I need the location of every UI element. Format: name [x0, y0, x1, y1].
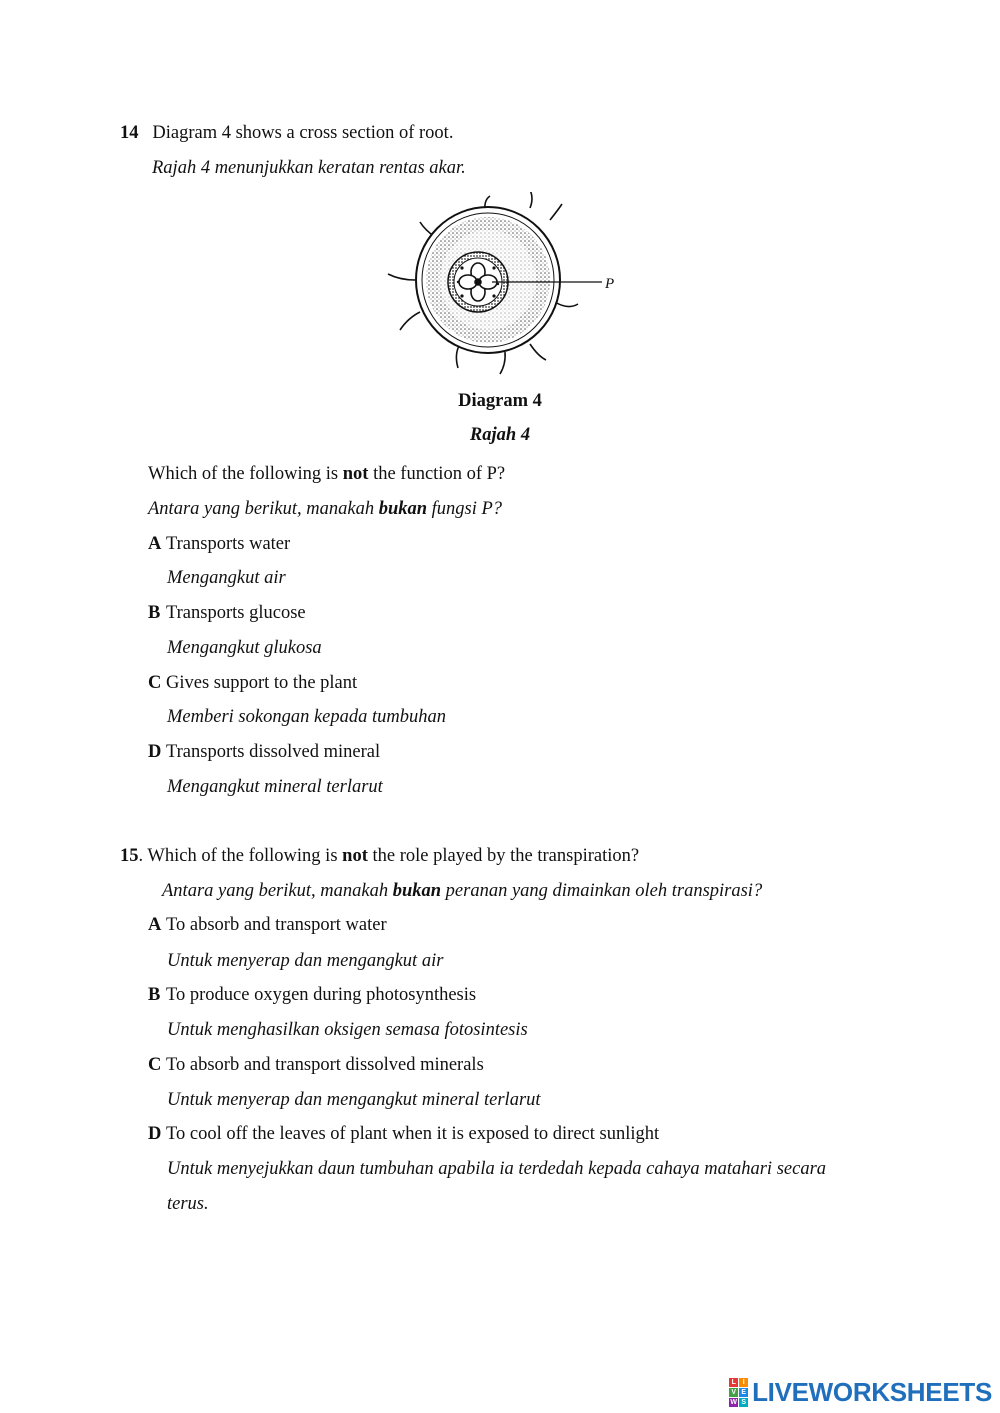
diagram-caption-en: Diagram 4	[458, 391, 542, 411]
q15-option-d-ms: Untuk menyejukkan daun tumbuhan apabila ia terdedah kepada cahaya matahari secara	[167, 1159, 827, 1179]
option-letter: D	[148, 1124, 162, 1144]
q15-option-c[interactable]: C To absorb and transport dissolved minerals	[148, 1055, 484, 1075]
q14-question-ms: Antara yang berikut, manakah bukan fungsi P?	[148, 499, 503, 519]
q15-option-d[interactable]: D To cool off the leaves of plant when it is exposed to direct sunlight	[148, 1124, 660, 1144]
diagram-caption-ms: Rajah 4	[469, 425, 531, 445]
q15-option-a-ms: Untuk menyerap dan mengangkut air	[167, 951, 444, 971]
q14-option-b[interactable]: B Transports glucose	[148, 603, 306, 623]
option-letter: B	[148, 603, 161, 623]
label-p: P	[605, 276, 615, 292]
q15-option-d-ms-cont: terus.	[167, 1194, 209, 1214]
q14-option-d[interactable]: D Transports dissolved mineral	[148, 742, 381, 762]
logo-text: LIVEWORKSHEETS	[752, 1376, 992, 1407]
q15-number: 15	[120, 846, 139, 866]
logo-badge-icon: L I V E W S	[729, 1378, 748, 1407]
q14-stem	[120, 122, 453, 144]
q15-question-ms: Antara yang berikut, manakah bukan peranan yang dimainkan oleh transpirasi?	[162, 881, 763, 901]
emphasis-not: not	[342, 846, 368, 866]
q15-question-en: 15. Which of the following is not the role played by the transpiration?	[120, 846, 640, 866]
q14-option-c[interactable]: C Gives support to the plant	[148, 673, 358, 693]
q14-stem-en: Diagram 4 shows a cross section of root.	[152, 123, 454, 143]
option-letter: B	[148, 985, 161, 1005]
q14-option-c-ms: Memberi sokongan kepada tumbuhan	[167, 707, 446, 727]
option-letter: A	[148, 915, 162, 935]
emphasis-not: not	[342, 464, 369, 484]
q14-option-a-ms: Mengangkut air	[167, 568, 286, 588]
q14-stem-ms: Rajah 4 menunjukkan keratan rentas akar.	[152, 158, 466, 178]
liveworksheets-logo	[729, 1377, 992, 1407]
option-letter: A	[148, 534, 162, 554]
option-letter: D	[148, 742, 162, 762]
q14-option-d-ms: Mengangkut mineral terlarut	[167, 777, 383, 797]
q14-number: 14	[120, 123, 139, 143]
q15-option-b[interactable]: B To produce oxygen during photosynthesis	[148, 985, 477, 1005]
q15-option-b-ms: Untuk menghasilkan oksigen semasa fotosintesis	[167, 1020, 528, 1040]
emphasis-bukan: bukan	[392, 881, 442, 901]
q14-question-en: Which of the following is not the function of P?	[148, 464, 506, 484]
emphasis-bukan: bukan	[378, 499, 428, 519]
q14-option-a[interactable]: A Transports water	[148, 534, 291, 554]
q14-option-b-ms: Mengangkut glukosa	[167, 638, 322, 658]
root-cross-section-diagram	[380, 192, 640, 382]
option-letter: C	[148, 673, 162, 693]
q15-option-c-ms: Untuk menyerap dan mengangkut mineral terlarut	[167, 1090, 541, 1110]
option-letter: C	[148, 1055, 162, 1075]
q15-option-a[interactable]: A To absorb and transport water	[148, 915, 387, 935]
